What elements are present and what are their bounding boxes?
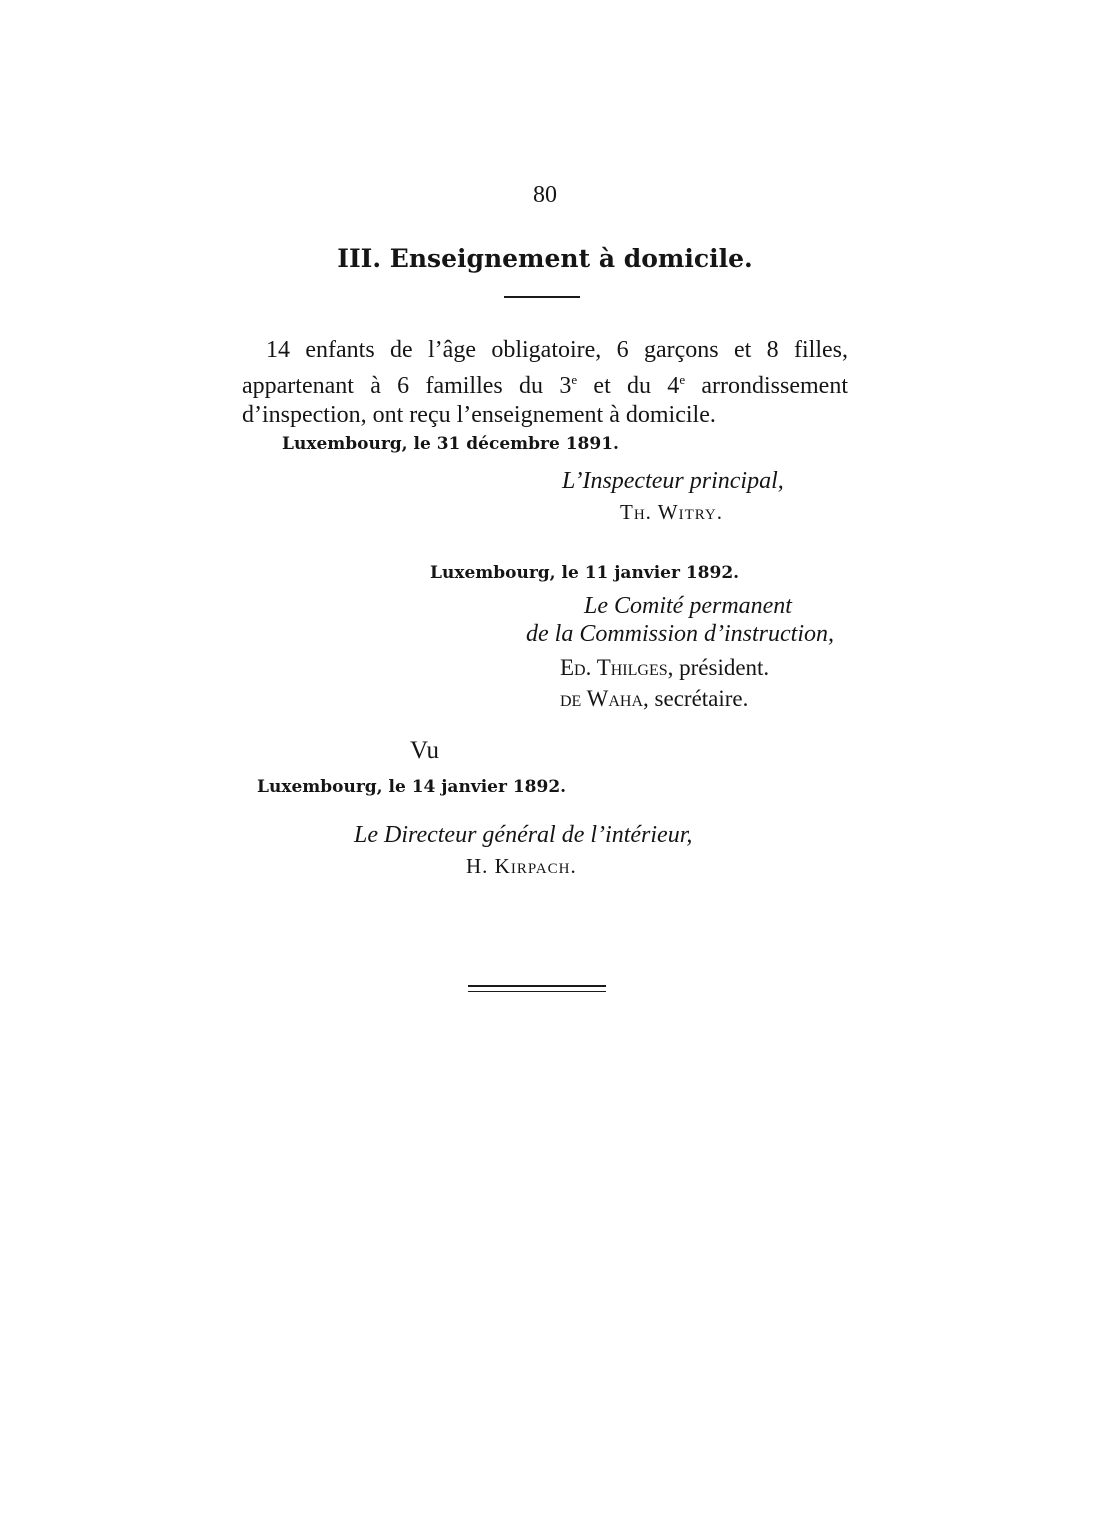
page-number: 80 [533, 182, 557, 208]
section-heading: III. Enseignement à domicile. [337, 244, 753, 273]
paragraph-line-2-part-c: arrondissement [685, 373, 849, 399]
dateline-1: Luxembourg, le 31 décembre 1891. [282, 434, 619, 454]
vu-mark: Vu [410, 737, 440, 764]
heading-rule [504, 296, 580, 298]
closing-rule-bottom [468, 991, 606, 992]
signatory-president [560, 655, 769, 681]
committee-title-line-1: Le Comité permanent [584, 593, 792, 619]
signatory-title-3: Le Directeur général de l’intérieur, [354, 822, 693, 848]
signatory-secretary [560, 686, 748, 712]
closing-rule-top [468, 985, 606, 987]
secretary-role: , secrétaire. [643, 686, 749, 711]
dateline-3: Luxembourg, le 14 janvier 1892. [257, 777, 567, 797]
president-name: Ed. Thilges [560, 655, 668, 680]
signatory-name-3: H. Kirpach. [466, 854, 577, 878]
paragraph-line-2 [242, 365, 848, 401]
superscript-e: e [571, 372, 578, 387]
body-paragraph [242, 336, 848, 430]
signatory-name-1: Th. Witry. [620, 500, 724, 524]
paragraph-line-1: 14 enfants de l’âge obligatoire, 6 garçons et 8 filles, [266, 337, 848, 363]
committee-title-line-2: de la Commission d’instruction, [526, 621, 835, 647]
secretary-name: de Waha [560, 686, 644, 711]
dateline-2: Luxembourg, le 11 janvier 1892. [430, 563, 740, 583]
president-role: , président. [667, 655, 770, 680]
signatory-title-1: L’Inspecteur principal, [562, 468, 784, 494]
superscript-e: e [679, 372, 686, 387]
paragraph-line-2-part-b: et du 4 [577, 373, 680, 399]
paragraph-line-2-part-a: appartenant à 6 familles du 3 [242, 373, 572, 399]
paragraph-line-3: d’inspection, ont reçu l’enseignement à domicile. [242, 402, 716, 428]
